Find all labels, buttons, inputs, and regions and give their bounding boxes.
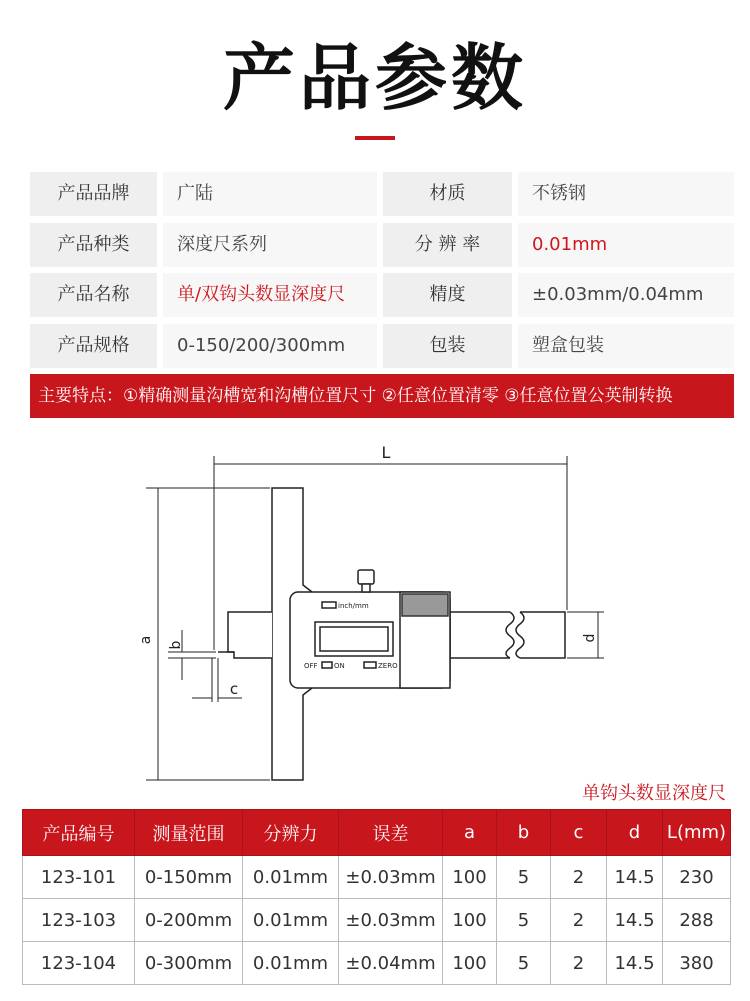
spec-value: 0.01mm xyxy=(518,223,734,267)
spec-value: 深度尺系列 xyxy=(163,223,377,267)
table-cell: 380 xyxy=(663,942,731,985)
page-title: 产品参数 xyxy=(222,36,527,120)
table-cell: 0-150mm xyxy=(135,856,243,899)
spec-row xyxy=(30,172,734,216)
table-cell: 2 xyxy=(551,899,607,942)
spec-value: 0-150/200/300mm xyxy=(163,324,377,368)
spec-label: 产品种类 xyxy=(30,223,157,267)
table-cell: 2 xyxy=(551,856,607,899)
table-cell: 14.5 xyxy=(607,899,663,942)
table-cell: 0.01mm xyxy=(243,899,339,942)
dim-b-label: b xyxy=(168,640,184,650)
table-cell: 100 xyxy=(443,899,497,942)
table-row xyxy=(23,899,731,942)
table-cell: 230 xyxy=(663,856,731,899)
off-button-label: OFF xyxy=(304,662,318,670)
spec-row xyxy=(30,273,734,317)
table-row xyxy=(23,856,731,899)
spec-label: 产品规格 xyxy=(30,324,157,368)
table-cell: ±0.03mm xyxy=(339,856,443,899)
dim-L-label: L xyxy=(381,443,391,462)
column-header: b xyxy=(497,810,551,856)
table-cell: 5 xyxy=(497,942,551,985)
table-cell: 0-200mm xyxy=(135,899,243,942)
spec-value: 单/双钩头数显深度尺 xyxy=(163,273,377,317)
spec-label: 包装 xyxy=(383,324,512,368)
column-header: L(mm) xyxy=(663,810,731,856)
table-cell: 0.01mm xyxy=(243,942,339,985)
title-underline xyxy=(355,136,395,140)
column-header: 产品编号 xyxy=(23,810,135,856)
table-cell: ±0.03mm xyxy=(339,899,443,942)
table-cell: 288 xyxy=(663,899,731,942)
table-cell: 100 xyxy=(443,856,497,899)
column-header: 误差 xyxy=(339,810,443,856)
dim-d-label: d xyxy=(582,633,598,643)
inch-mm-button-label: inch/mm xyxy=(338,602,369,610)
spec-value: 广陆 xyxy=(163,172,377,216)
dim-c-label: c xyxy=(229,680,239,698)
spec-label: 产品名称 xyxy=(30,273,157,317)
table-cell: 14.5 xyxy=(607,856,663,899)
spec-table xyxy=(22,809,731,985)
column-header: a xyxy=(443,810,497,856)
on-button-label: ON xyxy=(334,662,345,670)
spec-row xyxy=(30,324,734,368)
spec-value: 塑盒包装 xyxy=(518,324,734,368)
spec-label: 精度 xyxy=(383,273,512,317)
diagram-caption: 单钩头数显深度尺 xyxy=(582,783,726,804)
spec-label: 分 辨 率 xyxy=(383,223,512,267)
spec-value: ±0.03mm/0.04mm xyxy=(518,273,734,317)
table-row xyxy=(23,942,731,985)
spec-label: 产品品牌 xyxy=(30,172,157,216)
table-cell: 2 xyxy=(551,942,607,985)
table-cell: 5 xyxy=(497,899,551,942)
table-cell: 100 xyxy=(443,942,497,985)
depth-gauge-diagram xyxy=(120,440,620,800)
table-cell: 123-101 xyxy=(23,856,135,899)
table-cell: 123-104 xyxy=(23,942,135,985)
column-header: 分辨力 xyxy=(243,810,339,856)
zero-button-label: ZERO xyxy=(378,662,398,670)
table-cell: 0-300mm xyxy=(135,942,243,985)
spec-label: 材质 xyxy=(383,172,512,216)
table-cell: 123-103 xyxy=(23,899,135,942)
column-header: 测量范围 xyxy=(135,810,243,856)
table-cell: 0.01mm xyxy=(243,856,339,899)
dim-a-label: a xyxy=(138,635,154,645)
table-cell: 5 xyxy=(497,856,551,899)
table-cell: 14.5 xyxy=(607,942,663,985)
table-cell: ±0.04mm xyxy=(339,942,443,985)
column-header: d xyxy=(607,810,663,856)
features-banner: 主要特点：①精确测量沟槽宽和沟槽位置尺寸 ②任意位置清零 ③任意位置公英制转换 xyxy=(30,374,734,418)
column-header: c xyxy=(551,810,607,856)
table-header-row xyxy=(23,810,731,856)
spec-row xyxy=(30,223,734,267)
spec-value: 不锈钢 xyxy=(518,172,734,216)
